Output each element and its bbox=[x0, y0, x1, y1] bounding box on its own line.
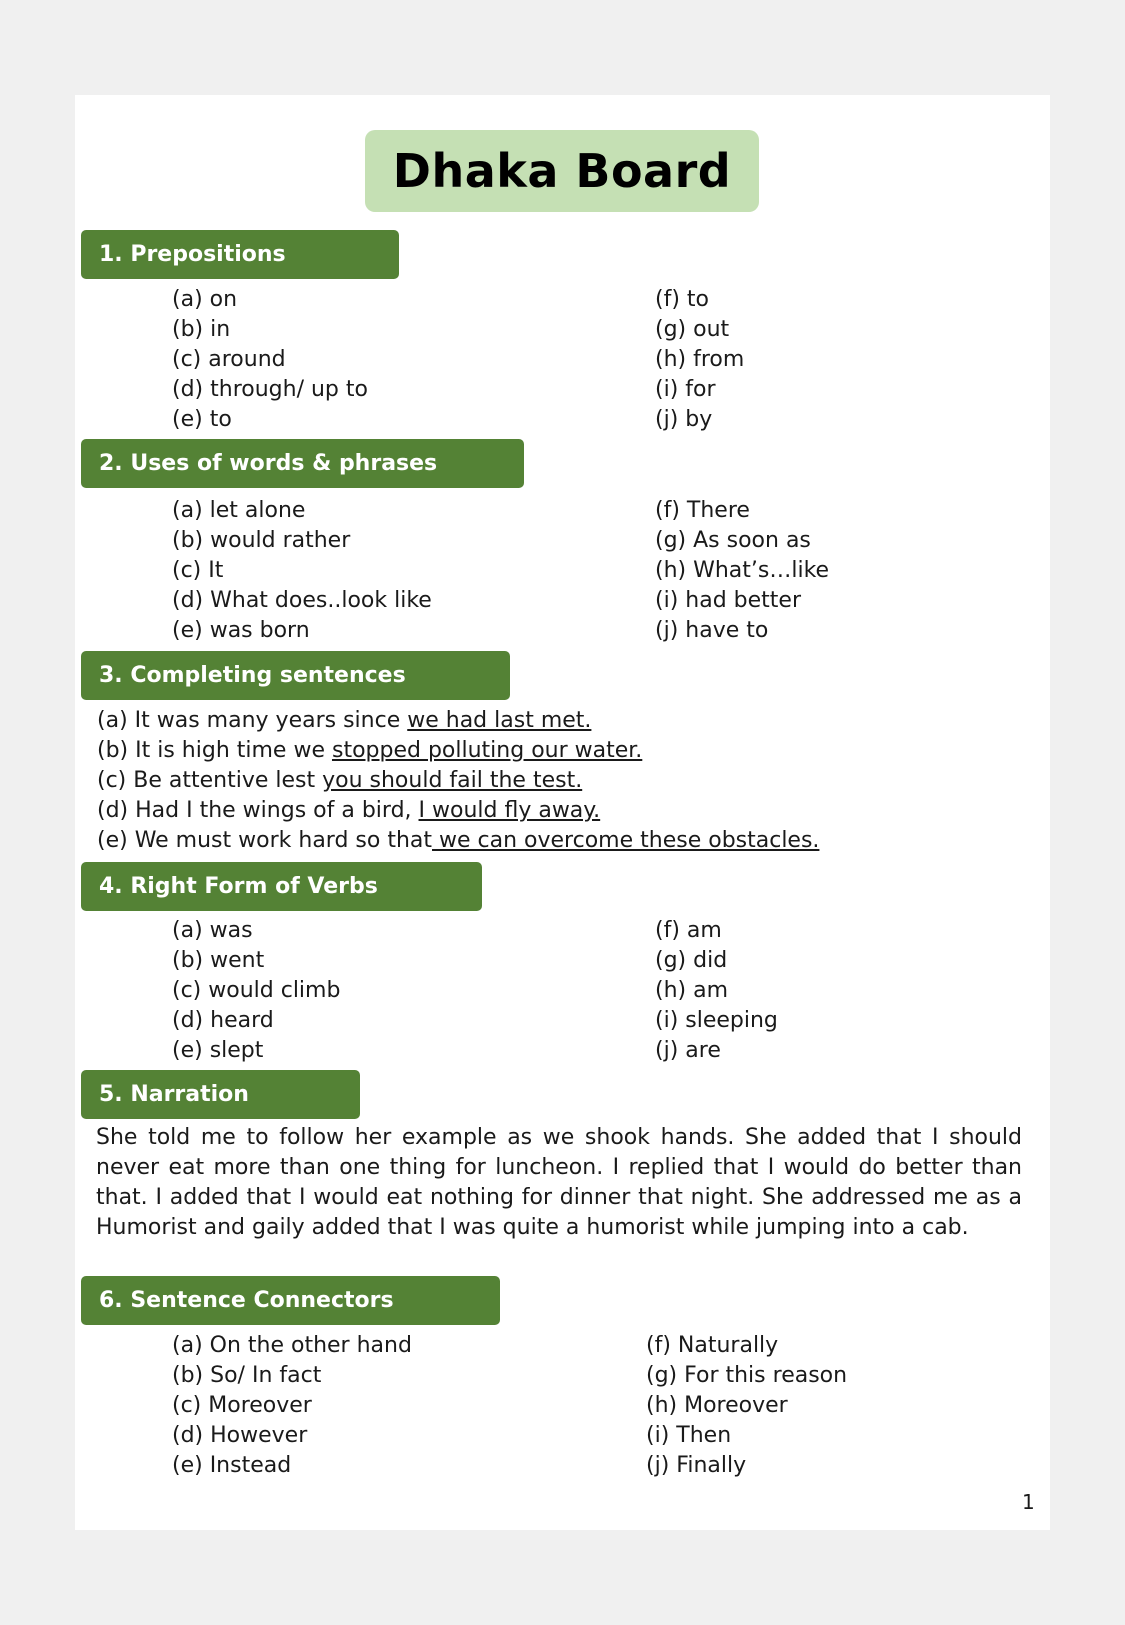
answer-item: (b) went bbox=[172, 948, 265, 973]
section-heading-words-phrases: 2. Uses of words & phrases bbox=[81, 439, 524, 488]
answer-item: (j) Finally bbox=[646, 1453, 747, 1478]
answer-item: (d) heard bbox=[172, 1008, 274, 1033]
answer-item: (i) for bbox=[655, 377, 716, 402]
answers-right-column bbox=[655, 916, 778, 1066]
section-heading-verbs: 4. Right Form of Verbs bbox=[81, 862, 482, 911]
sentence-answer: we can overcome these obstacles. bbox=[432, 828, 820, 853]
answer-item: (c) Moreover bbox=[172, 1393, 312, 1418]
answer-item: (c) around bbox=[172, 347, 286, 372]
sentence-prompt: (c) Be attentive lest bbox=[97, 768, 323, 793]
answer-item: (b) would rather bbox=[172, 528, 351, 553]
answer-item: (f) Naturally bbox=[646, 1333, 779, 1358]
answer-item: (h) What’s…like bbox=[655, 558, 830, 583]
sentence-prompt: (b) It is high time we bbox=[97, 738, 332, 763]
answer-item: (e) Instead bbox=[172, 1453, 292, 1478]
answer-item: (h) from bbox=[655, 347, 745, 372]
sentence-answer: we had last met. bbox=[407, 708, 592, 733]
sentence-item bbox=[97, 766, 819, 796]
answer-item: (c) It bbox=[172, 558, 224, 583]
section-heading-narration: 5. Narration bbox=[81, 1070, 360, 1119]
sentence-item bbox=[97, 826, 819, 856]
answer-item: (i) Then bbox=[646, 1423, 732, 1448]
narration-paragraph: She told me to follow her example as we shook hands. She added that I should never eat more than one thing for luncheon. I replied that I would do better than that. I added that I would eat nothing for dinner that night. She addressed me as a Humorist and gaily added that I was quite a humorist while jumping into a cab. bbox=[96, 1125, 1022, 1240]
answers-left-column bbox=[172, 916, 340, 1066]
sentence-answer: stopped polluting our water. bbox=[331, 738, 643, 763]
answer-item: (a) was bbox=[172, 918, 253, 943]
answer-item: (i) had better bbox=[655, 588, 801, 613]
sentence-prompt: (a) It was many years since bbox=[97, 708, 408, 733]
answer-item: (f) to bbox=[655, 287, 709, 312]
answer-item: (e) slept bbox=[172, 1038, 264, 1063]
answer-item: (h) am bbox=[655, 978, 729, 1003]
section-heading-connectors: 6. Sentence Connectors bbox=[81, 1276, 500, 1325]
sentence-answer: I would fly away. bbox=[418, 798, 601, 823]
answer-item: (i) sleeping bbox=[655, 1008, 778, 1033]
section-heading-prepositions: 1. Prepositions bbox=[81, 230, 399, 279]
answer-item: (j) by bbox=[655, 407, 713, 432]
answer-item: (g) did bbox=[655, 948, 728, 973]
answers-left-column bbox=[172, 285, 368, 435]
answer-item: (j) are bbox=[655, 1038, 721, 1063]
answers-left-column bbox=[172, 496, 432, 646]
answer-item: (a) let alone bbox=[172, 498, 306, 523]
answer-item: (a) On the other hand bbox=[172, 1333, 412, 1358]
answers-left-column bbox=[172, 1331, 412, 1481]
answer-item: (d) through/ up to bbox=[172, 377, 368, 402]
answer-item: (f) am bbox=[655, 918, 722, 943]
answer-item: (d) However bbox=[172, 1423, 308, 1448]
answer-item: (g) As soon as bbox=[655, 528, 811, 553]
answer-item: (g) out bbox=[655, 317, 730, 342]
section-heading-completing-sentences: 3. Completing sentences bbox=[81, 651, 510, 700]
answers-right-column bbox=[646, 1331, 847, 1481]
answer-item: (j) have to bbox=[655, 618, 769, 643]
answer-item: (b) So/ In fact bbox=[172, 1363, 322, 1388]
answer-item: (h) Moreover bbox=[646, 1393, 788, 1418]
sentence-prompt: (e) We must work hard so that bbox=[97, 828, 433, 853]
sentence-prompt: (d) Had I the wings of a bird, bbox=[97, 798, 419, 823]
answer-item: (a) on bbox=[172, 287, 238, 312]
answer-item: (c) would climb bbox=[172, 978, 341, 1003]
sentence-answer: you should fail the test. bbox=[322, 768, 583, 793]
sentence-item bbox=[97, 736, 819, 766]
sentence-item bbox=[97, 796, 819, 826]
answer-item: (d) What does..look like bbox=[172, 588, 432, 613]
answer-item: (e) was born bbox=[172, 618, 310, 643]
page-number: 1 bbox=[1022, 1490, 1035, 1514]
page-title: Dhaka Board bbox=[365, 130, 759, 212]
sentence-item bbox=[97, 706, 819, 736]
answer-item: (b) in bbox=[172, 317, 231, 342]
answers-right-column bbox=[655, 285, 744, 435]
completing-sentences-list bbox=[97, 706, 819, 856]
answer-item: (f) There bbox=[655, 498, 750, 523]
answer-item: (g) For this reason bbox=[646, 1363, 848, 1388]
answers-right-column bbox=[655, 496, 829, 646]
answer-item: (e) to bbox=[172, 407, 232, 432]
